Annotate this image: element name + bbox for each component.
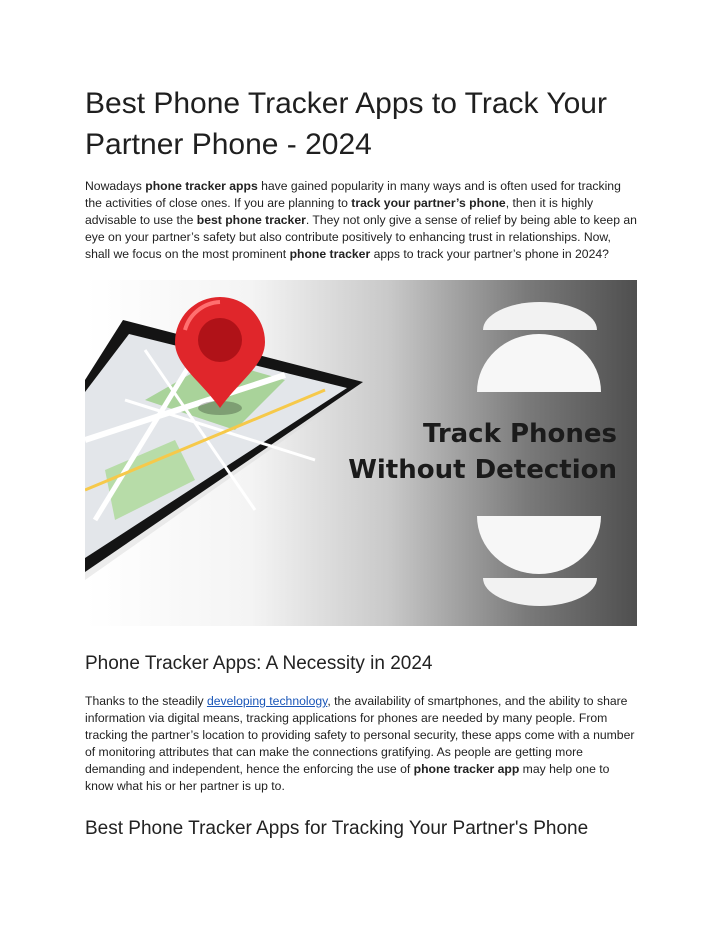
page-title: Best Phone Tracker Apps to Track Your Partner Phone - 2024 xyxy=(85,87,607,161)
lower-half-circle xyxy=(477,516,601,574)
intro-bold-4: phone tracker xyxy=(289,247,371,261)
intro-text-5: apps to track your partner’s phone in 2024? xyxy=(370,247,609,261)
hero-caption xyxy=(295,416,617,488)
necessity-text-3: may help one to know what his or her partner is up to. xyxy=(85,762,610,793)
developing-technology-link[interactable]: developing technology xyxy=(206,694,328,708)
necessity-text-1: Thanks to the steadily xyxy=(85,694,207,708)
hero-caption-line-2: Without Detection xyxy=(348,455,617,485)
intro-bold-2: track your partner’s phone xyxy=(351,196,506,210)
intro-text-3: , then it is highly advisable to use the xyxy=(85,196,594,227)
pin-inner-circle xyxy=(198,318,242,362)
hero-image xyxy=(85,280,637,626)
bottom-half-circle xyxy=(483,578,597,606)
intro-text-2: have gained popularity in many ways and is often used for tracking the activities of close ones. If you are planning to xyxy=(85,179,621,210)
intro-paragraph xyxy=(85,178,637,263)
necessity-bold-1: phone tracker app xyxy=(413,762,520,776)
upper-half-circle xyxy=(477,334,601,392)
section-heading-best-apps: Best Phone Tracker Apps for Tracking Your Partner's Phone xyxy=(85,818,589,839)
intro-text-4: . They not only give a sense of relief by being able to keep an eye on your partner’s safety but also contribute positively to enhancing trust in relationships. Now, shall we focus on the most prominent xyxy=(85,213,637,261)
intro-text-1: Nowadays xyxy=(85,179,146,193)
intro-bold-3: best phone tracker xyxy=(196,213,306,227)
section-heading-necessity: Phone Tracker Apps: A Necessity in 2024 xyxy=(85,653,433,674)
intro-bold-1: phone tracker apps xyxy=(145,179,258,193)
necessity-text-2: , the availability of smartphones, and the ability to share information via digital means, tracking applications for phones are needed by many people. From tracking the partner’s location to providing safety to personal security, these apps come with a number of monitoring attributes that can make the connections gratifying. As people are getting more demanding and independent, hence the enforcing the use of xyxy=(85,694,635,776)
necessity-paragraph xyxy=(85,693,637,795)
top-half-circle xyxy=(483,302,597,330)
hero-caption-line-1: Track Phones xyxy=(422,419,617,449)
